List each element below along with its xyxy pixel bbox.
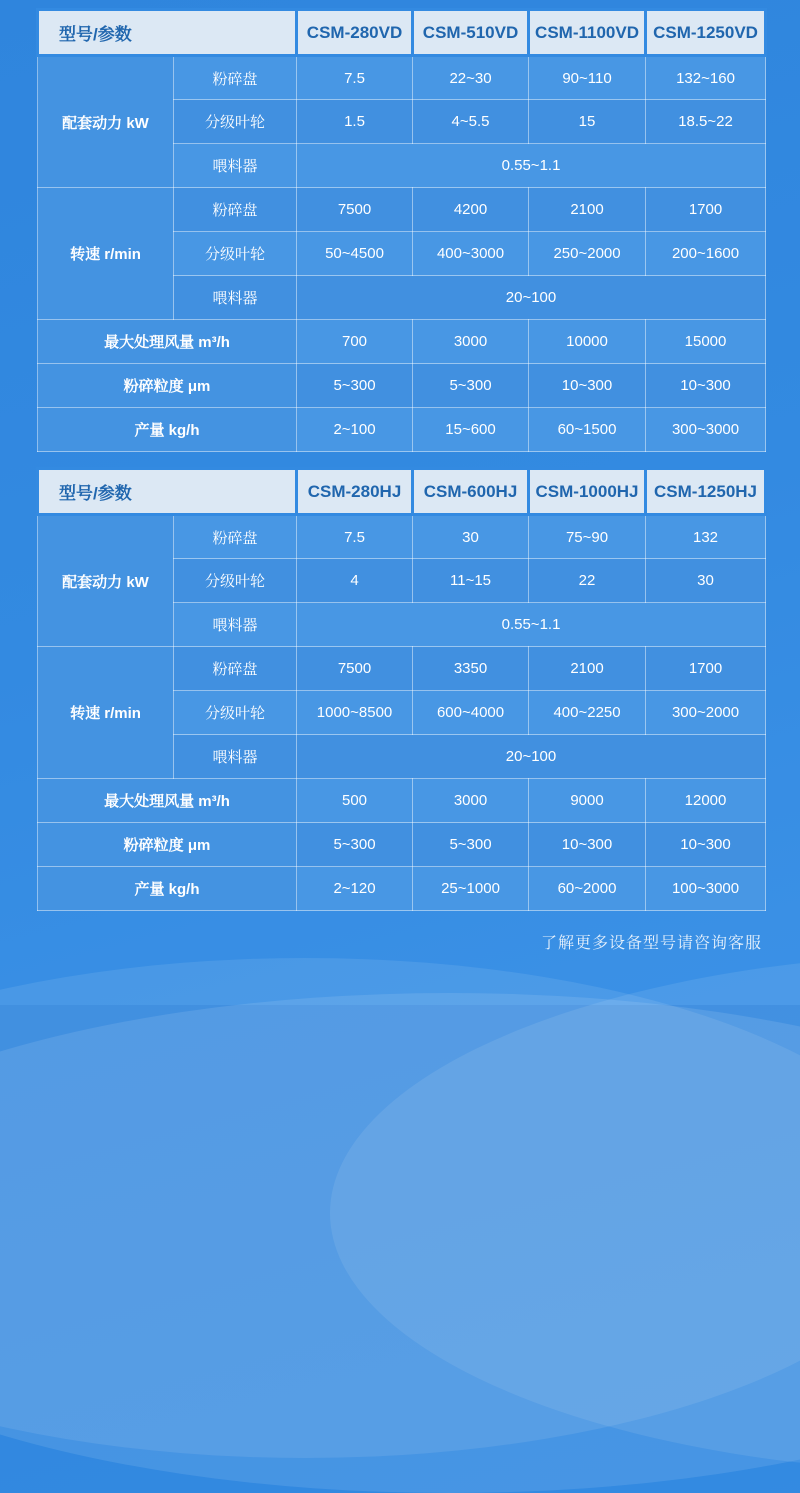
param-label-cell: 最大处理风量 m³/h [38,320,297,364]
param-sub-cell: 粉碎盘 [174,188,297,232]
model-header-cell: CSM-1000HJ [529,469,646,515]
param-sub-cell: 喂料器 [174,144,297,188]
table-row [38,364,766,408]
param-group-cell: 转速 r/min [38,647,174,779]
param-sub-cell: 分级叶轮 [174,100,297,144]
param-sub-cell: 分级叶轮 [174,691,297,735]
value-cell: 1000~8500 [297,691,413,735]
param-label-cell: 粉碎粒度 μm [38,823,297,867]
value-cell: 2~100 [297,408,413,452]
value-cell: 60~1500 [529,408,646,452]
wave-decoration [330,953,800,1473]
model-header-cell: CSM-600HJ [413,469,529,515]
model-header-cell: CSM-1250VD [646,10,766,56]
param-header-cell: 型号/参数 [38,469,297,515]
param-sub-cell: 粉碎盘 [174,56,297,100]
value-cell: 10000 [529,320,646,364]
param-label-cell: 最大处理风量 m³/h [38,779,297,823]
value-cell: 700 [297,320,413,364]
value-cell: 3000 [413,320,529,364]
value-cell: 12000 [646,779,766,823]
table-row [38,779,766,823]
table-row [38,647,766,691]
value-cell: 300~2000 [646,691,766,735]
value-cell: 20~100 [297,276,766,320]
spec-table [36,8,767,452]
value-cell: 7.5 [297,515,413,559]
value-cell: 400~3000 [413,232,529,276]
value-cell: 25~1000 [413,867,529,911]
value-cell: 250~2000 [529,232,646,276]
value-cell: 90~110 [529,56,646,100]
value-cell: 10~300 [529,823,646,867]
param-sub-cell: 喂料器 [174,603,297,647]
table-row [38,823,766,867]
table-row [38,56,766,100]
value-cell: 400~2250 [529,691,646,735]
value-cell: 200~1600 [646,232,766,276]
value-cell: 5~300 [413,364,529,408]
model-header-cell: CSM-1250HJ [646,469,766,515]
value-cell: 7.5 [297,56,413,100]
value-cell: 75~90 [529,515,646,559]
value-cell: 2100 [529,188,646,232]
value-cell: 50~4500 [297,232,413,276]
value-cell: 5~300 [297,823,413,867]
value-cell: 9000 [529,779,646,823]
param-sub-cell: 粉碎盘 [174,515,297,559]
param-sub-cell: 喂料器 [174,735,297,779]
param-group-cell: 配套动力 kW [38,515,174,647]
spec-table-hj [36,467,764,911]
value-cell: 132~160 [646,56,766,100]
value-cell: 60~2000 [529,867,646,911]
footer-note: 了解更多设备型号请咨询客服 [540,935,762,952]
value-cell: 30 [646,559,766,603]
value-cell: 3000 [413,779,529,823]
param-group-cell: 转速 r/min [38,188,174,320]
model-header-cell: CSM-1100VD [529,10,646,56]
value-cell: 22 [529,559,646,603]
value-cell: 5~300 [297,364,413,408]
value-cell: 1.5 [297,100,413,144]
table-row [38,320,766,364]
value-cell: 11~15 [413,559,529,603]
param-label-cell: 产量 kg/h [38,408,297,452]
param-sub-cell: 粉碎盘 [174,647,297,691]
value-cell: 20~100 [297,735,766,779]
param-header-cell: 型号/参数 [38,10,297,56]
table-row [38,867,766,911]
value-cell: 600~4000 [413,691,529,735]
value-cell: 500 [297,779,413,823]
value-cell: 7500 [297,188,413,232]
param-sub-cell: 分级叶轮 [174,232,297,276]
value-cell: 18.5~22 [646,100,766,144]
model-header-cell: CSM-510VD [413,10,529,56]
value-cell: 132 [646,515,766,559]
value-cell: 7500 [297,647,413,691]
table-row [38,408,766,452]
value-cell: 0.55~1.1 [297,603,766,647]
spec-table-vd [36,8,764,452]
wave-decoration [0,993,800,1493]
value-cell: 100~3000 [646,867,766,911]
value-cell: 30 [413,515,529,559]
value-cell: 10~300 [646,364,766,408]
model-header-cell: CSM-280HJ [297,469,413,515]
wave-decoration [0,958,800,1458]
value-cell: 2~120 [297,867,413,911]
value-cell: 1700 [646,647,766,691]
param-label-cell: 粉碎粒度 μm [38,364,297,408]
model-header-cell: CSM-280VD [297,10,413,56]
value-cell: 300~3000 [646,408,766,452]
value-cell: 5~300 [413,823,529,867]
value-cell: 2100 [529,647,646,691]
value-cell: 1700 [646,188,766,232]
value-cell: 0.55~1.1 [297,144,766,188]
spec-table [36,467,767,911]
param-label-cell: 产量 kg/h [38,867,297,911]
param-sub-cell: 喂料器 [174,276,297,320]
value-cell: 22~30 [413,56,529,100]
value-cell: 15000 [646,320,766,364]
table-row [38,515,766,559]
value-cell: 4~5.5 [413,100,529,144]
value-cell: 15~600 [413,408,529,452]
param-group-cell: 配套动力 kW [38,56,174,188]
value-cell: 10~300 [646,823,766,867]
value-cell: 10~300 [529,364,646,408]
param-sub-cell: 分级叶轮 [174,559,297,603]
value-cell: 15 [529,100,646,144]
header-row [38,469,766,515]
table-row [38,188,766,232]
value-cell: 4200 [413,188,529,232]
header-row [38,10,766,56]
value-cell: 4 [297,559,413,603]
value-cell: 3350 [413,647,529,691]
